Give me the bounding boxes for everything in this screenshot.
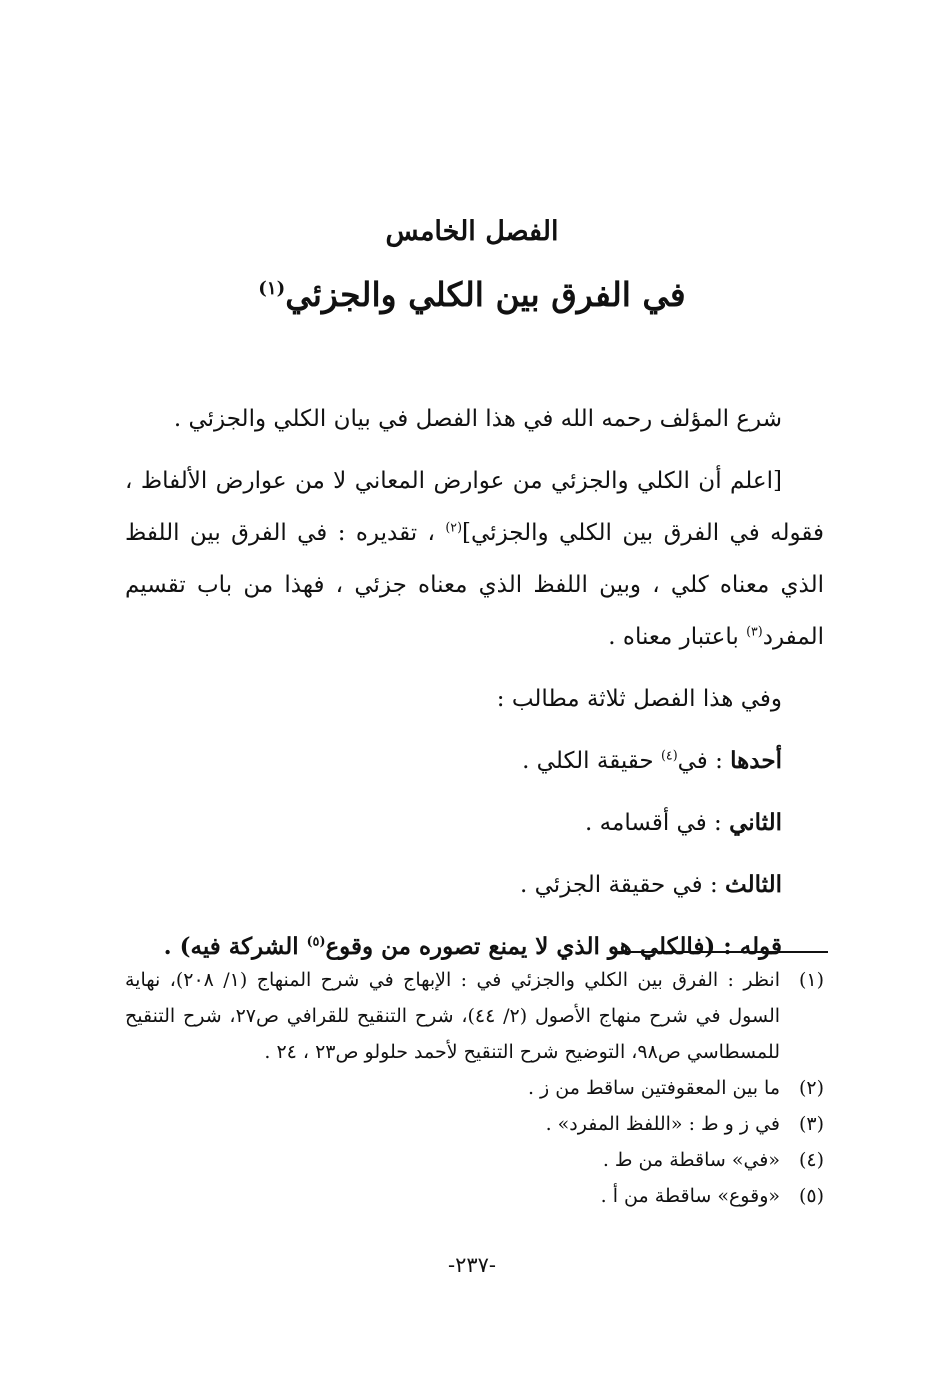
footnote-ref-2: (٢)	[445, 519, 463, 535]
footnote-ref-3: (٣)	[746, 623, 763, 639]
footnote-text: ما بين المعقوفتين ساقط من ز .	[527, 1077, 780, 1099]
chapter-title: الفصل الخامس	[385, 216, 559, 247]
footnote-text: انظر : الفرق بين الكلي والجزئي في : الإبهاج في شرح المنهاج (١/ ٢٠٨)، نهاية السول في شرح منهاج الأصول (٢/ ٤٤)، شرح التنقيح للقرافي ص٢٧، شرح التنقيح للمسطاسي ص٩٨، التوضيح شرح التنقيح لأحمد حلولو ص٢٣ ، ٢٤ .	[125, 969, 781, 1063]
section-item-2-text: : في أقسامه .	[585, 810, 730, 836]
footnote-item	[125, 962, 824, 1070]
footnote-ref-4: (٤)	[660, 747, 678, 763]
quote-text-a: : (فالكلي هو الذي لا يمنع تصوره من وقوع	[325, 933, 740, 960]
footnote-text: «في» ساقطة من ط .	[602, 1149, 780, 1171]
intro-paragraph: شرع المؤلف رحمه الله في هذا الفصل في بيان الكلي والجزئي .	[173, 406, 782, 432]
explanation-part-a: [اعلم أن الكلي والجزئي من عوارض المعاني لا من عوارض الألفاظ ، فقوله في الفرق بين الكلي والجزئي]	[125, 468, 824, 546]
footnotes	[125, 962, 824, 1214]
footnote-number: (٢)	[798, 1077, 824, 1099]
section-item-2	[125, 797, 824, 849]
footnote-text: «وقوع» ساقطة من أ .	[600, 1185, 780, 1207]
explanation-paragraph	[125, 455, 824, 663]
quote-label: قوله	[739, 933, 782, 960]
quote-text-b: الشركة فيه) .	[163, 933, 307, 960]
footnote-ref-5: (٥)	[306, 933, 326, 949]
explanation-part-b: ، تقديره : في الفرق بين اللفظ الذي معناه كلي ، وبين اللفظ الذي معناه جزئي ، فهذا من باب تقسيم المفرد	[125, 520, 824, 650]
main-text	[125, 393, 824, 973]
footnote-separator	[616, 951, 828, 953]
section-item-3-text: : في حقيقة الجزئي .	[520, 872, 726, 898]
section-item-3	[125, 859, 824, 911]
footnote-number: (٤)	[798, 1149, 824, 1171]
footnote-ref-1: (١)	[258, 278, 286, 299]
footnote-text: في ز و ط : «اللفظ المفرد» .	[545, 1113, 780, 1135]
sections-intro: وفي هذا الفصل ثلاثة مطالب :	[496, 686, 782, 712]
footnote-number: (٣)	[798, 1113, 824, 1135]
footnote-item	[125, 1070, 824, 1106]
chapter-subtitle	[0, 270, 944, 320]
chapter-subtitle-text: في الفرق بين الكلي والجزئي	[285, 275, 686, 314]
footnote-item	[125, 1178, 824, 1214]
section-item-1	[125, 735, 824, 787]
footnote-number: (٥)	[798, 1185, 824, 1207]
section-item-3-label: الثالث	[725, 871, 782, 898]
section-item-2-label: الثاني	[729, 809, 782, 836]
section-item-1-text-a: : في	[677, 748, 731, 774]
footnote-number: (١)	[798, 969, 824, 991]
footnote-item	[125, 1142, 824, 1178]
explanation-part-c: باعتبار معناه .	[608, 624, 747, 650]
section-item-1-text-b: حقيقة الكلي .	[522, 748, 661, 774]
footnote-item	[125, 1106, 824, 1142]
page-number: -٢٣٧-	[447, 1253, 497, 1277]
section-item-1-label: أحدها	[730, 747, 782, 774]
